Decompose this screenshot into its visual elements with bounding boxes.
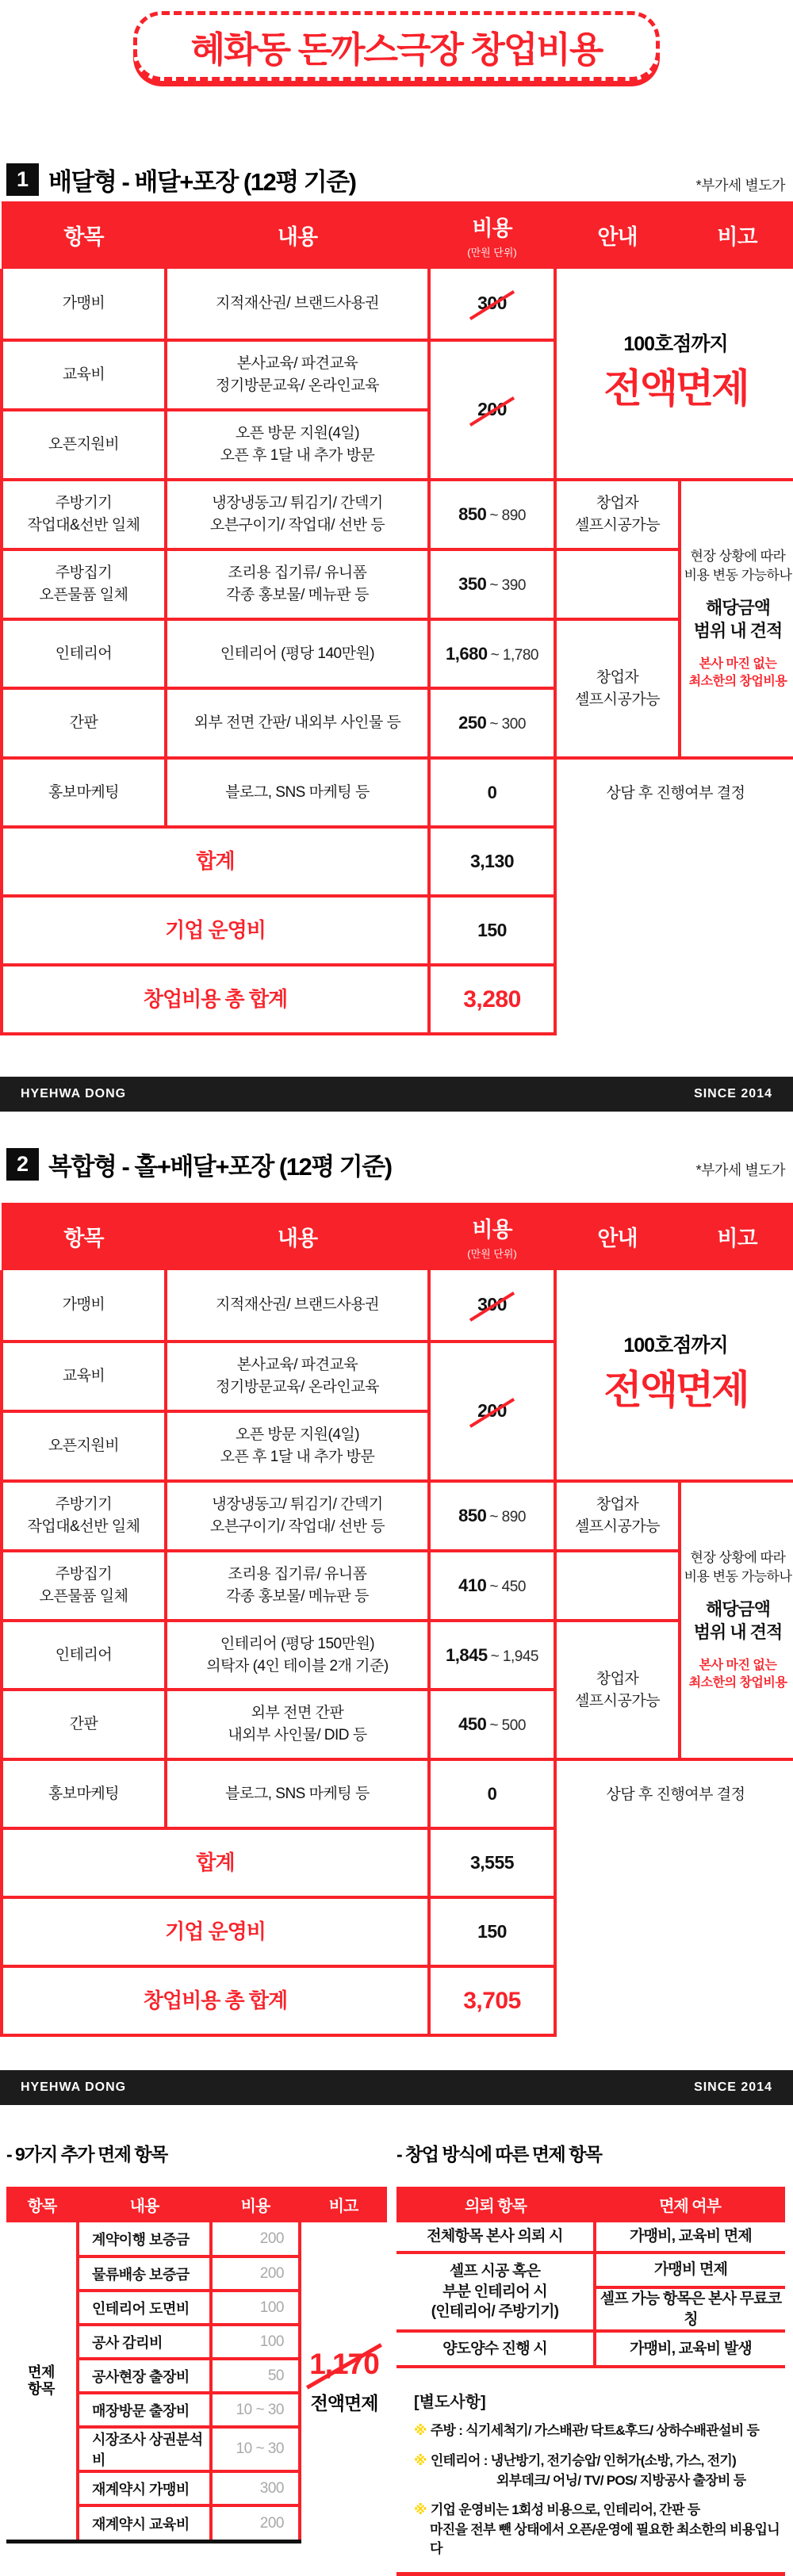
cell-item: 간판 — [2, 688, 166, 758]
cell-item: 교육비 — [2, 340, 166, 410]
banner-main: 전액면제 — [603, 366, 748, 411]
cell-cost: 1,680 ~ 1,780 — [429, 619, 555, 688]
struck-price: 200 — [473, 1398, 511, 1424]
asterisk-icon: ※ — [414, 2452, 427, 2468]
section1-title: 배달형 - 배달+포장 (12평 기준) — [48, 168, 356, 196]
header-note: 비고 — [680, 201, 793, 269]
cell-content: 재계약시 교육비 — [78, 2505, 211, 2540]
brand-bar — [0, 1077, 793, 1112]
table-header-row — [2, 201, 793, 269]
cell-cost: 1,845 ~ 1,945 — [429, 1621, 555, 1690]
table-row — [2, 1759, 793, 1828]
section2-header — [6, 1146, 785, 1182]
total-row — [2, 827, 793, 896]
cell-content: 재계약시 가맹비 — [78, 2471, 211, 2505]
section-bottom-rule — [396, 2572, 785, 2576]
cell-request: 전체항목 본사 의뢰 시 — [396, 2222, 595, 2253]
extra-exemptions-table — [6, 2187, 387, 2540]
total-label: 합계 — [2, 1828, 429, 1897]
cell-item: 가맹비 — [2, 1270, 166, 1342]
cell-exempt: 가맹비 면제 — [595, 2253, 785, 2287]
cell-content: 공사현장 출장비 — [78, 2359, 211, 2393]
total-value: 3,130 — [429, 827, 555, 896]
table-header-row — [396, 2187, 785, 2222]
method-exemptions-panel — [396, 2140, 785, 2576]
header-cost-unit: (만원 단위) — [467, 1248, 517, 1260]
cell-cost: 50 — [211, 2359, 300, 2393]
page-title: 혜화동 돈까스극장 창업비용 — [190, 29, 603, 70]
extra-exemptions-panel — [6, 2140, 387, 2576]
table-header-row — [2, 1203, 793, 1270]
cell-content: 블로그, SNS 마케팅 등 — [166, 758, 429, 827]
cell-guide-note: 상담 후 진행여부 결정 — [555, 1759, 793, 1828]
cell-content: 지적재산권/ 브랜드사용권 — [166, 1270, 429, 1342]
table-row — [2, 480, 793, 549]
cell-exempt: 가맹비, 교육비 면제 — [595, 2222, 785, 2253]
struck-price: 300 — [473, 1292, 511, 1318]
exempt-summary-cell — [300, 2222, 387, 2540]
note-strong: 해당금액 범위 내 견적 — [693, 1599, 783, 1642]
cell-request: 셀프 시공 혹은 부분 인테리어 시 (인테리어/ 주방기기) — [396, 2253, 595, 2331]
table-row — [2, 619, 793, 688]
header-cost: 비용 — [211, 2187, 300, 2222]
cell-item: 홍보마케팅 — [2, 1759, 166, 1828]
cell-item: 오픈지원비 — [2, 1411, 166, 1481]
cell-cost — [429, 1270, 555, 1342]
header-cost: 비용 (만원 단위) — [429, 1203, 555, 1270]
section2-title: 복합형 - 홀+배달+포장 (12평 기준) — [48, 1153, 392, 1181]
cell-content: 공사 감리비 — [78, 2325, 211, 2359]
table-row — [396, 2222, 785, 2253]
cell-cost: 10 ~ 30 — [211, 2427, 300, 2471]
header-item: 항목 — [2, 201, 166, 269]
cell-guide-empty — [555, 1551, 680, 1621]
cell-item: 주방집기 오픈물품 일체 — [2, 1551, 166, 1621]
cell-cost: 850 ~ 890 — [429, 1481, 555, 1551]
table-row — [2, 1551, 793, 1621]
section1-number-badge: 1 — [6, 163, 39, 196]
cell-content: 시장조사 상권분석비 — [78, 2427, 211, 2471]
cell-guide: 창업자 셀프시공가능 — [555, 480, 680, 549]
banner-top: 100호점까지 — [623, 1334, 728, 1357]
table-row — [2, 549, 793, 619]
cell-cost: 100 — [211, 2325, 300, 2359]
cell-content: 인테리어 (평당 150만원) 의탁자 (4인 테이블 2개 기준) — [166, 1621, 429, 1690]
cell-content: 외부 전면 간판 내외부 사인물/ DID 등 — [166, 1690, 429, 1759]
cell-content: 조리용 집기류/ 유니폼 각종 홍보물/ 메뉴판 등 — [166, 1551, 429, 1621]
total-value: 150 — [429, 896, 555, 965]
header-content: 내용 — [166, 1203, 429, 1270]
cost-table-delivery — [0, 201, 793, 1035]
cell-cost: 0 — [429, 1759, 555, 1828]
table-row — [396, 2331, 785, 2367]
cell-cost: 0 — [429, 758, 555, 827]
table-bottom-rule — [6, 2540, 301, 2543]
note-red: 본사 마진 없는 최소한의 창업비용 — [688, 1658, 787, 1690]
section2-number-badge: 2 — [6, 1148, 39, 1181]
total-label: 기업 운영비 — [2, 1897, 429, 1966]
total-label: 기업 운영비 — [2, 896, 429, 965]
extra-exemptions-title: - 9가지 추가 면제 항목 — [6, 2144, 167, 2165]
cell-cost — [429, 340, 555, 480]
cell-cost: 200 — [211, 2505, 300, 2540]
cell-guide-empty — [555, 549, 680, 619]
header-content: 내용 — [78, 2187, 211, 2222]
table-row — [2, 758, 793, 827]
section1-header — [6, 162, 785, 197]
cell-content: 매장방문 출장비 — [78, 2393, 211, 2427]
cell-item: 교육비 — [2, 1342, 166, 1411]
cell-guide: 창업자 셀프시공가능 — [555, 619, 680, 758]
empty-cell — [555, 1828, 793, 2035]
extra-notes — [396, 2389, 785, 2559]
table-row — [2, 1481, 793, 1551]
brand-bar — [0, 2070, 793, 2105]
vat-note: *부가세 별도가 — [695, 178, 785, 193]
table-row — [2, 269, 793, 340]
method-exemptions-table — [396, 2187, 785, 2368]
total-label: 합계 — [2, 827, 429, 896]
asterisk-icon: ※ — [414, 2423, 427, 2439]
cell-cost: 450 ~ 500 — [429, 1690, 555, 1759]
bottom-section — [0, 2140, 793, 2576]
cell-note-merged — [680, 480, 793, 758]
note-operating-cost: ※ 기업 운영비는 1회성 비용으로, 인테리어, 간판 등 마진을 전부 뺀 상태에서 오픈/운영에 필요한 최소한의 비용입니다 — [414, 2502, 780, 2557]
cell-content: 본사교육/ 파견교육 정기방문교육/ 온라인교육 — [166, 340, 429, 410]
exempt-all-label: 전액면제 — [310, 2392, 378, 2413]
table-row — [396, 2253, 785, 2287]
cell-item: 가맹비 — [2, 269, 166, 340]
cell-cost: 200 — [211, 2222, 300, 2256]
cell-item: 주방기기 작업대&선반 일체 — [2, 480, 166, 549]
cell-guide-note: 상담 후 진행여부 결정 — [555, 758, 793, 827]
cell-guide: 창업자 셀프시공가능 — [555, 1481, 680, 1551]
struck-price: 200 — [473, 396, 511, 423]
header-cost-unit: (만원 단위) — [467, 247, 517, 258]
cell-item: 인테리어 — [2, 1621, 166, 1690]
cell-item: 간판 — [2, 1690, 166, 1759]
cell-guide: 창업자 셀프시공가능 — [555, 1621, 680, 1759]
note-interior: ※ 인테리어 : 냉난방기, 전기승압/ 인허가(소방, 가스, 전기) 외부데크/ 어닝/ TV/ POS/ 지방공사 출장비 등 — [414, 2452, 746, 2488]
cell-content: 인테리어 (평당 140만원) — [166, 619, 429, 688]
cell-exempt: 셀프 가능 항목은 본사 무료코칭 — [595, 2287, 785, 2331]
cell-exempt: 가맹비, 교육비 발생 — [595, 2331, 785, 2367]
cell-content: 물류배송 보증금 — [78, 2256, 211, 2291]
cell-item: 오픈지원비 — [2, 410, 166, 480]
cost-table-complex — [0, 1203, 793, 2037]
total-row — [2, 1828, 793, 1897]
header-note: 비고 — [680, 1203, 793, 1270]
cell-content: 조리용 집기류/ 유니폼 각종 홍보물/ 메뉴판 등 — [166, 549, 429, 619]
struck-total: 1,170 — [306, 2348, 382, 2381]
cell-cost: 200 — [211, 2256, 300, 2291]
brand-since: SINCE 2014 — [694, 2080, 772, 2094]
cell-content: 인테리어 도면비 — [78, 2291, 211, 2325]
cell-cost: 410 ~ 450 — [429, 1551, 555, 1621]
cell-cost: 10 ~ 30 — [211, 2393, 300, 2427]
exempt-side-label: 면제 항목 — [28, 2364, 55, 2397]
asterisk-icon: ※ — [414, 2502, 427, 2518]
cell-content: 오픈 방문 지원(4일) 오픈 후 1달 내 추가 방문 — [166, 410, 429, 480]
header-guide: 안내 — [555, 1203, 680, 1270]
struck-price: 300 — [473, 290, 511, 316]
cell-content: 본사교육/ 파견교육 정기방문교육/ 온라인교육 — [166, 1342, 429, 1411]
header-item: 항목 — [6, 2187, 78, 2222]
cell-content: 블로그, SNS 마케팅 등 — [166, 1759, 429, 1828]
header-exempt: 면제 여부 — [595, 2187, 785, 2222]
grand-total-label: 창업비용 총 합계 — [2, 965, 429, 1034]
table-row — [6, 2222, 387, 2256]
table-row — [2, 1270, 793, 1342]
page-title-box — [133, 11, 660, 81]
notes-heading: [별도사항] — [414, 2394, 486, 2412]
table-row — [2, 1621, 793, 1690]
header-guide: 안내 — [555, 201, 680, 269]
cell-cost: 850 ~ 890 — [429, 480, 555, 549]
cell-request: 양도양수 진행 시 — [396, 2331, 595, 2367]
exempt-banner-cell — [555, 1270, 793, 1481]
header-note: 비고 — [300, 2187, 387, 2222]
header-cost: 비용 (만원 단위) — [429, 201, 555, 269]
grand-total-value: 3,705 — [429, 1966, 555, 2035]
total-value: 150 — [429, 1897, 555, 1966]
empty-cell — [555, 827, 793, 1034]
method-exemptions-title: - 창업 방식에 따른 면제 항목 — [396, 2144, 602, 2165]
cell-item: 주방기기 작업대&선반 일체 — [2, 1481, 166, 1551]
note-line: 현장 상황에 따라 비용 변동 가능하나 — [684, 1549, 792, 1584]
cell-cost — [429, 269, 555, 340]
banner-main: 전액면제 — [603, 1367, 748, 1412]
cell-item: 주방집기 오픈물품 일체 — [2, 549, 166, 619]
note-strong: 해당금액 범위 내 견적 — [693, 598, 783, 641]
note-kitchen: ※ 주방 : 식기세척기/ 가스배관/ 닥트&후드/ 상하수배관설비 등 — [414, 2423, 760, 2439]
note-line: 현장 상황에 따라 비용 변동 가능하나 — [684, 548, 792, 583]
header-content: 내용 — [166, 201, 429, 269]
cell-item: 홍보마케팅 — [2, 758, 166, 827]
cell-cost: 250 ~ 300 — [429, 688, 555, 758]
brand-name: HYEHWA DONG — [21, 2080, 127, 2094]
cell-cost — [429, 1342, 555, 1481]
exempt-banner-cell — [555, 269, 793, 480]
cell-note-merged — [680, 1481, 793, 1759]
grand-total-label: 창업비용 총 합계 — [2, 1966, 429, 2035]
header-request: 의뢰 항목 — [396, 2187, 595, 2222]
brand-since: SINCE 2014 — [694, 1087, 772, 1100]
grand-total-value: 3,280 — [429, 965, 555, 1034]
vat-note: *부가세 별도가 — [695, 1162, 785, 1178]
cell-content: 외부 전면 간판/ 내외부 사인물 등 — [166, 688, 429, 758]
cell-content: 냉장냉동고/ 튀김기/ 간덱기 오븐구이기/ 작업대/ 선반 등 — [166, 1481, 429, 1551]
cell-cost: 350 ~ 390 — [429, 549, 555, 619]
cell-cost: 300 — [211, 2471, 300, 2505]
cell-content: 냉장냉동고/ 튀김기/ 간덱기 오븐구이기/ 작업대/ 선반 등 — [166, 480, 429, 549]
cell-cost: 100 — [211, 2291, 300, 2325]
total-value: 3,555 — [429, 1828, 555, 1897]
note-red: 본사 마진 없는 최소한의 창업비용 — [688, 656, 787, 688]
header-item: 항목 — [2, 1203, 166, 1270]
table-header-row — [6, 2187, 387, 2222]
brand-name: HYEHWA DONG — [21, 1087, 127, 1100]
cell-content: 계약이행 보증금 — [78, 2222, 211, 2256]
cell-item: 인테리어 — [2, 619, 166, 688]
cell-content: 지적재산권/ 브랜드사용권 — [166, 269, 429, 340]
banner-top: 100호점까지 — [623, 332, 728, 355]
cell-content: 오픈 방문 지원(4일) 오픈 후 1달 내 추가 방문 — [166, 1411, 429, 1481]
